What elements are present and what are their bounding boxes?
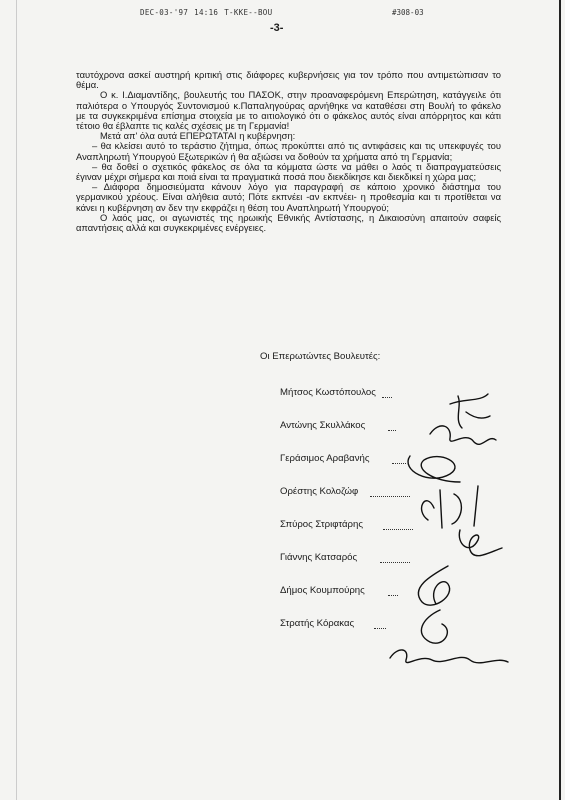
signature-kostopoulos: [450, 394, 490, 428]
signature-katsaros: [418, 566, 449, 605]
paragraph-4: Ο λαός μας, οι αγωνιστές της ηρωικής Εθνικής Αντίστασης, η Δικαιοσύνη απαιτούν σαφείς απαντήσεις αλλά και συγκεκριμένες ενέργειες.: [76, 211, 501, 234]
handwritten-signatures: [370, 390, 520, 675]
signer-name: Ορέστης Κολοζώφ: [280, 486, 359, 497]
signers-title: Οι Επερωτώντες Βουλευτές:: [260, 351, 381, 362]
fax-sender: T-KKE--BOU: [224, 8, 273, 17]
fax-time: 14:16: [194, 8, 219, 17]
signer-name: Γεράσιμος Αραβανής: [280, 453, 370, 464]
signer-name: Στρατής Κόρακας: [280, 618, 355, 629]
signer-name: Σπύρος Στριφτάρης: [280, 519, 363, 530]
fax-page-code: #308-03: [392, 8, 424, 17]
page-number: -3-: [270, 22, 284, 34]
signer-name: Δήμος Κουμπούρης: [280, 585, 365, 596]
bullet-2: – θα δοθεί ο σχετικός φάκελος σε όλα τα κόμματα ώστε να μάθει ο λαός τι διαπραγματεύσεις έγιναν μέχρι σήμερα και ποιά είναι τα πραγματικά ποσά που διεκδίκησε και διεκδικεί η χώρα μας;: [76, 160, 501, 183]
signature-striftaris: [459, 530, 502, 556]
paragraph-3: Μετά απ' όλα αυτά ΕΠΕΡΩΤΑΤΑΙ η κυβέρνηση:: [100, 130, 296, 142]
signature-aravanis: [408, 456, 460, 482]
signer-name: Μήτσος Κωστόπουλος: [280, 387, 376, 398]
fax-header: [140, 8, 272, 17]
fax-date: DEC-03-'97: [140, 8, 189, 17]
paragraph-1: ταυτόχρονα ασκεί αυστηρή κριτική στις διάφορες κυβερνήσεις για τον τρόπο που αντιμετώπισαν το θέμα.: [76, 69, 501, 91]
bullet-1: – θα κλείσει αυτό το τεράστιο ζήτημα, όπως προκύπτει από τις αντιφάσεις και τις υπεκφυγές του Αναπληρωτή Υπουργού Εξωτερικών ή θα αξιώσει να δοθούν τα χρήματα από τη Γερμανία;: [76, 140, 501, 162]
paragraph-2: Ο κ. Ι.Διαμαντίδης, βουλευτής του ΠΑΣΟΚ, στην προαναφερόμενη Επερώτηση, κατάγγειλε ότι παλιότερα ο Υπουργός Συντονισμού κ.Παπαληγούρας αρνήθηκε να καταθέσει στη Βουλή το φάκελο με τα συγκεκριμένα επίσημα στοιχεία με το αιτιολογικό ότι ο φάκελος αυτός είναι απόρρητος και κάτι τέτοιο θα έβλαπτε τις καλές σχέσεις με τη Γερμανία!: [76, 89, 501, 132]
signature-koumbouris: [421, 610, 447, 643]
signer-name: Γιάννης Κατσαρός: [280, 552, 358, 563]
signature-skyllakos: [430, 426, 496, 444]
document-body: [76, 70, 501, 233]
signature-korakas: [390, 650, 508, 663]
signer-name: Αντώνης Σκυλλάκος: [280, 420, 366, 431]
signature-kolozof: [422, 486, 478, 528]
bullet-3: – Διάφορα δημοσιεύματα κάνουν λόγο για παραγραφή σε κάποιο χρονικό διάστημα του γερμανικού χρέους. Είναι αλήθεια αυτό; Πότε εκπνέει -αν εκπνέει- η προθεσμία και τι προτίθεται να κάνει η κυβέρνηση αν δεν την εκφράζει η θέση του Αναπληρωτή Υπουργού;: [76, 181, 501, 213]
